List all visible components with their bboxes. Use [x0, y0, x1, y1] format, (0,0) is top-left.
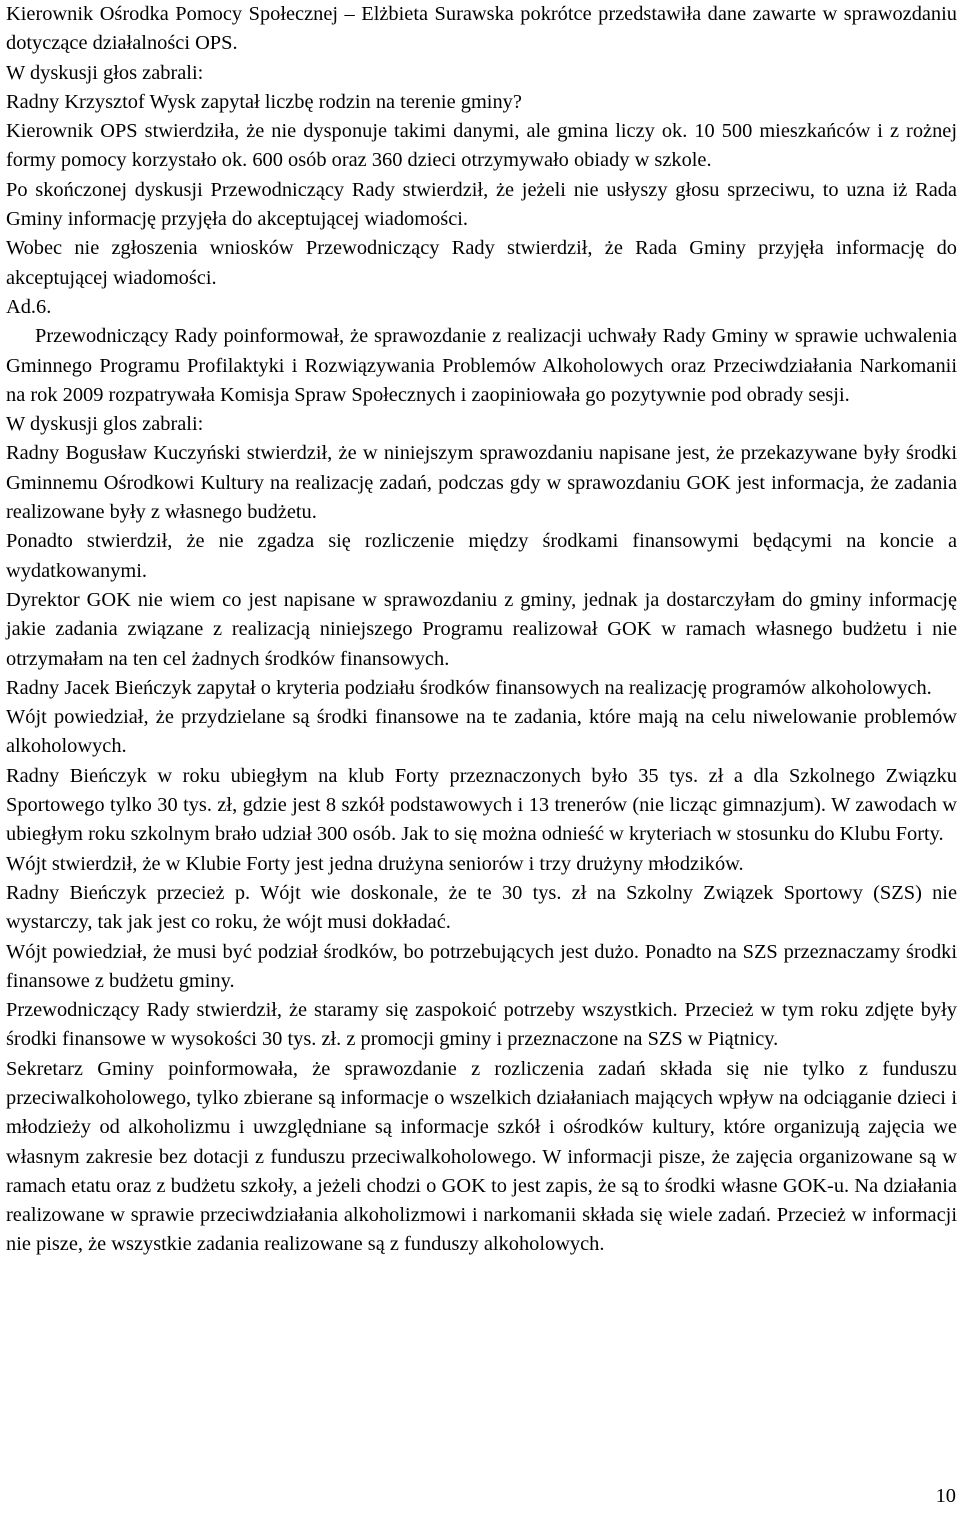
- paragraph-program-report: Przewodniczący Rady poinformował, że sprawozdanie z realizacji uchwały Rady Gminy w sprawie uchwalenia Gminnego Programu Profilaktyki i Rozwiązywania Problemów Alkoholowych oraz Przeciwdziałania Narkomanii na rok 2009 rozpatrywała Komisja Spraw Społecznych i zaopiniowała go pozytywnie pod obrady sesji.: [6, 325, 957, 406]
- paragraph-kuczynski-2: Ponadto stwierdził, że nie zgadza się rozliczenie między środkami finansowymi będącymi na koncie a wydatkowanymi.: [6, 530, 957, 582]
- paragraph-wysk-question: Radny Krzysztof Wysk zapytał liczbę rodzin na terenie gminy?: [6, 90, 522, 113]
- paragraph-chairman-conclusion: Po skończonej dyskusji Przewodniczący Rady stwierdził, że jeżeli nie usłyszy głosu sprzeciwu, to uzna iż Rada Gminy informację przyjęła do akceptującej wiadomości.: [6, 178, 957, 231]
- document-page: [6, 0, 957, 1260]
- paragraph-wojt-division: Wójt powiedział, że musi być podział środków, bo potrzebujących jest dużo. Ponadto na SZS przeznaczamy środki finansowe z budżetu gminy.: [6, 940, 957, 992]
- paragraph-ops-answer: Kierownik OPS stwierdziła, że nie dysponuje takimi danymi, ale gmina liczy ok. 10 500 mieszkańców i z rożnej formy pomocy korzystało ok. 600 osób oraz 360 dzieci otrzymywało obiady w szkole.: [6, 120, 957, 172]
- paragraph-chairman-needs: Przewodniczący Rady stwierdził, że staramy się zaspokoić potrzeby wszystkich. Przecież w tym roku zdjęte były środki finansowe w wysokości 30 tys. zł. z promocji gminy i przeznaczone na SZS w Piątnicy.: [6, 999, 957, 1051]
- paragraph-wojt-forty: Wójt stwierdził, że w Klubie Forty jest jedna drużyna seniorów i trzy drużyny młodzików.: [6, 852, 744, 875]
- paragraph-bienczyk-forty: Radny Bieńczyk w roku ubiegłym na klub Forty przeznaczonych było 35 tys. zł a dla Szkolnego Związku Sportowego tylko 30 tys. zł, gdzie jest 8 szkół podstawowych i 13 trenerów (nie licząc gimnazjum). W zawodach w ubiegłym roku szkolnym brało udział 300 osób. Jak to się można odnieść w kryteriach w stosunku do Klubu Forty.: [6, 764, 957, 846]
- paragraph-ops-report: Kierownik Ośrodka Pomocy Społecznej – Elżbieta Surawska pokrótce przedstawiła dane zawarte w sprawozdaniu dotyczące działalności OPS.: [6, 3, 957, 55]
- paragraph-kuczynski: Radny Bogusław Kuczyński stwierdził, że w niniejszym sprawozdaniu napisane jest, że przekazywane były środki Gminnemu Ośrodkowi Kultury na realizację zadań, podczas gdy w sprawozdaniu GOK jest informacja, że zadania realizowane były z własnego budżetu.: [6, 442, 957, 524]
- paragraph-bienczyk-question: Radny Jacek Bieńczyk zapytał o kryteria podziału środków finansowych na realizację programów alkoholowych.: [6, 676, 932, 699]
- paragraph-secretary: Sekretarz Gminy poinformowała, że sprawozdanie z rozliczenia zadań składa się nie tylko z funduszu przeciwalkoholowego, tylko zbierane są informacje o wszelkich działaniach mających wpływ na odciąganie dzieci i młodzieży od alkoholizmu i uwzględniane są informacje szkół i ośrodków kultury, które organizują zajęcia we własnym zakresie bez dotacji z funduszu przeciwalkoholowego. W informacji pisze, że zajęcia organizowane są w ramach etatu oraz z budżetu szkoły, a jeżeli chodzi o GOK to jest zapis, że są to środki własne GOK-u. Na działania realizowane w sprawie przeciwdziałania alkoholizmowi i narkomanii składa się wiele zadań. Przecież w informacji nie pisze, że wszystkie zadania realizowane są z funduszy alkoholowych.: [6, 1057, 957, 1256]
- page-number: 10: [935, 1485, 956, 1507]
- paragraph-gok-director: Dyrektor GOK nie wiem co jest napisane w sprawozdaniu z gminy, jednak ja dostarczyłam do gminy informację jakie zadania związane z realizacją niniejszego Programu realizował GOK w ramach własnego budżetu i nie otrzymałam na ten cel żadnych środków finansowych.: [6, 588, 957, 670]
- section-heading-ad6: Ad.6.: [6, 295, 52, 318]
- paragraph-council-accepts: Wobec nie zgłoszenia wniosków Przewodniczący Rady stwierdził, że Rada Gminy przyjęła informację do akceptującej wiadomości.: [6, 237, 957, 289]
- paragraph-wojt-answer: Wójt powiedział, że przydzielane są środki finansowe na te zadania, które mają na celu niwelowanie problemów alkoholowych.: [6, 706, 957, 758]
- paragraph-discussion-intro-2: W dyskusji glos zabrali:: [6, 413, 204, 436]
- paragraph-bienczyk-szs: Radny Bieńczyk przecież p. Wójt wie doskonale, że te 30 tys. zł na Szkolny Związek Sportowy (SZS) nie wystarczy, tak jak jest co roku, że wójt musi dokładać.: [6, 881, 957, 934]
- paragraph-discussion-intro: W dyskusji głos zabrali:: [6, 61, 204, 84]
